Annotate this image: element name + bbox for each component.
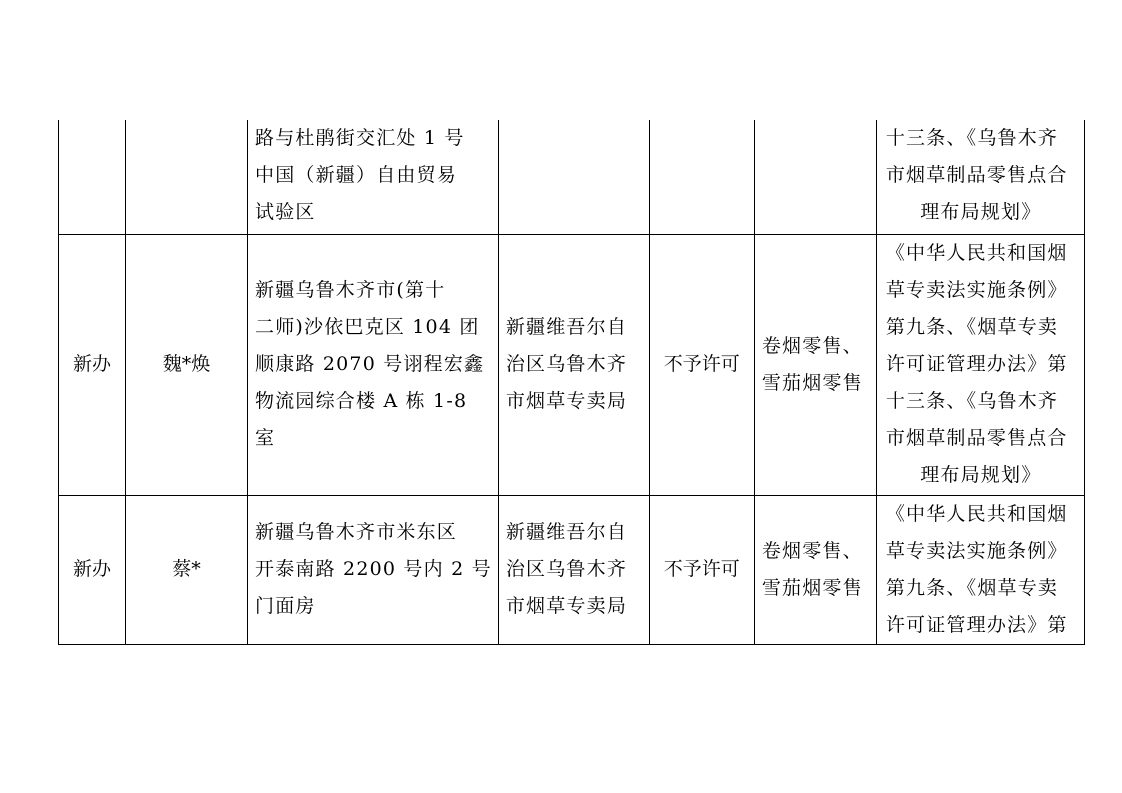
- basis-line: 《中华人民共和国烟: [885, 242, 1068, 264]
- basis-line: 理布局规划》: [920, 201, 1042, 223]
- basis-line: 许可证管理办法》第: [885, 353, 1068, 375]
- address-cell: [248, 234, 499, 495]
- authority-cell: [498, 234, 649, 495]
- scope-cell: [754, 495, 876, 644]
- authority-line: 治区乌鲁木齐: [505, 353, 628, 375]
- scope-line: 雪茄烟零售: [761, 576, 863, 599]
- address-line: 开泰南路 2200 号内 2 号: [255, 558, 492, 580]
- type-cell: [59, 120, 126, 234]
- result-cell: [649, 120, 754, 234]
- authority-line: 治区乌鲁木齐: [505, 558, 628, 580]
- address-line: 试验区: [255, 201, 316, 223]
- authority-cell: [498, 120, 649, 234]
- type-cell: 新办: [59, 495, 126, 644]
- basis-line: 市烟草制品零售点合: [885, 164, 1068, 186]
- address-line: 新疆乌鲁木齐市(第十: [255, 279, 446, 301]
- authority-line: 市烟草专卖局: [505, 595, 628, 617]
- basis-line: 十三条、《乌鲁木齐: [885, 390, 1059, 412]
- scope-line: 卷烟零售、: [761, 334, 863, 357]
- table-row: [59, 120, 1085, 234]
- address-line: 中国（新疆）自由贸易: [255, 164, 458, 186]
- basis-line: 草专卖法实施条例》: [885, 279, 1068, 301]
- name-cell: 蔡*: [126, 495, 248, 644]
- scope-cell: [754, 234, 876, 495]
- authority-line: 市烟草专卖局: [505, 390, 628, 412]
- type-cell: 新办: [59, 234, 126, 495]
- authority-cell: [498, 495, 649, 644]
- table-row: [59, 234, 1085, 495]
- name-cell: 魏*焕: [126, 234, 248, 495]
- address-cell: [248, 120, 499, 234]
- basis-line: 十三条、《乌鲁木齐: [885, 127, 1059, 149]
- basis-line: 许可证管理办法》第: [885, 613, 1068, 636]
- scope-line: 雪茄烟零售: [761, 371, 863, 394]
- scope-line: 卷烟零售、: [761, 539, 863, 562]
- basis-line: 草专卖法实施条例》: [885, 539, 1068, 562]
- address-cell: [248, 495, 499, 644]
- name-cell: [126, 120, 248, 234]
- address-line: 新疆乌鲁木齐市米东区: [255, 521, 458, 543]
- basis-line: 市烟草制品零售点合: [885, 427, 1068, 449]
- basis-cell: [876, 495, 1084, 644]
- address-line: 二师)沙依巴克区 104 团: [255, 316, 480, 338]
- address-line: 物流园综合楼 A 栋 1-8: [255, 390, 468, 412]
- basis-cell: [876, 234, 1084, 495]
- license-decision-table: [58, 120, 1085, 645]
- authority-line: 新疆维吾尔自: [505, 316, 628, 338]
- basis-line: 《中华人民共和国烟: [885, 502, 1068, 525]
- basis-line: 第九条、《烟草专卖: [885, 576, 1059, 599]
- basis-line: 理布局规划》: [920, 464, 1042, 486]
- table-row: [59, 495, 1085, 644]
- scope-cell: [754, 120, 876, 234]
- address-line: 路与杜鹃街交汇处 1 号: [255, 127, 465, 149]
- address-line: 顺康路 2070 号诩程宏鑫: [255, 353, 485, 375]
- result-cell: 不予许可: [649, 234, 754, 495]
- result-cell: 不予许可: [649, 495, 754, 644]
- basis-line: 第九条、《烟草专卖: [885, 316, 1059, 338]
- authority-line: 新疆维吾尔自: [505, 521, 628, 543]
- address-line: 室: [255, 427, 276, 449]
- basis-cell: [876, 120, 1084, 234]
- address-line: 门面房: [255, 595, 316, 617]
